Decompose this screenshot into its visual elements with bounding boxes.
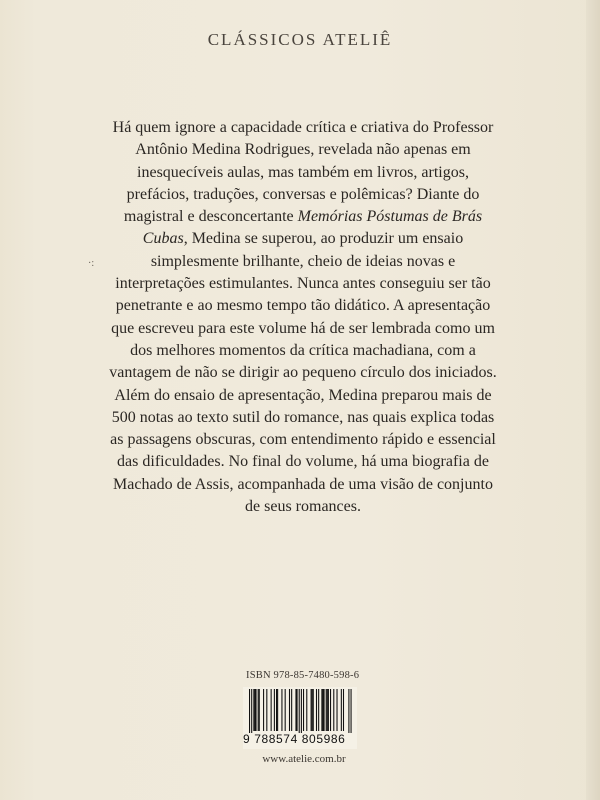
blurb-line: as passagens obscuras, com entendimento rápido e essencial bbox=[110, 431, 496, 449]
blurb-line: Antônio Medina Rodrigues, revelada não apenas em bbox=[135, 141, 471, 159]
barcode-bar bbox=[291, 689, 292, 731]
isbn-label: ISBN 978-85-7480-598-6 bbox=[246, 670, 360, 681]
print-speck: ·: bbox=[88, 258, 95, 269]
barcode-bar bbox=[313, 689, 314, 731]
cover-edge-shadow bbox=[586, 0, 600, 800]
barcode-bar bbox=[326, 689, 327, 731]
blurb-text-run: magistral e desconcertante bbox=[123, 208, 294, 226]
barcode-bar bbox=[321, 689, 322, 731]
barcode-bar bbox=[276, 689, 277, 731]
barcode-bar bbox=[263, 689, 264, 731]
barcode-bars bbox=[243, 687, 357, 733]
book-title-italic: Memórias Póstumas de Brás bbox=[297, 208, 483, 226]
barcode-bar bbox=[254, 689, 255, 731]
barcode-bar bbox=[253, 689, 254, 731]
blurb-line: Além do ensaio de apresentação, Medina preparou mais de bbox=[114, 386, 492, 404]
barcode-bar bbox=[328, 689, 329, 731]
book-title-italic: Cubas bbox=[142, 230, 184, 248]
barcode-bar bbox=[295, 689, 296, 731]
barcode-bar bbox=[255, 689, 256, 731]
blurb-line: 500 notas ao texto sutil do romance, nas quais explica todas bbox=[111, 408, 495, 426]
barcode-bar bbox=[312, 689, 313, 731]
barcode-bar bbox=[259, 689, 260, 731]
barcode-bar bbox=[251, 689, 252, 733]
blurb-line: interpretações estimulantes. Nunca antes conseguiu ser tão bbox=[115, 275, 491, 293]
barcode-bar bbox=[343, 689, 344, 731]
barcode-bar bbox=[324, 689, 325, 731]
blurb-line: Machado de Assis, acompanhada de uma visão de conjunto bbox=[113, 475, 493, 493]
barcode-bar bbox=[303, 689, 304, 731]
barcode-bar bbox=[306, 689, 307, 731]
barcode-bar bbox=[271, 689, 272, 731]
blurb-line: vantagem de não se dirigir ao pequeno círculo dos iniciados. bbox=[109, 364, 497, 382]
blurb-line: que escreveu para este volume há de ser lembrada como um bbox=[111, 319, 495, 337]
barcode-bar bbox=[327, 689, 328, 731]
blurb-text bbox=[92, 117, 514, 518]
blurb-line bbox=[92, 228, 514, 250]
barcode-bar bbox=[258, 689, 259, 731]
blurb-line: simplesmente brilhante, cheio de ideias novas e bbox=[150, 252, 456, 270]
series-title: CLÁSSICOS ATELIÊ bbox=[207, 30, 393, 49]
barcode-bar bbox=[266, 689, 267, 731]
barcode-bar bbox=[249, 689, 250, 733]
blurb-line: de seus romances. bbox=[245, 498, 361, 516]
barcode-bar bbox=[297, 689, 298, 731]
blurb-line: inesquecíveis aulas, mas também em livros, artigos, bbox=[137, 163, 469, 181]
barcode-bar bbox=[299, 689, 300, 733]
barcode-bar bbox=[301, 689, 302, 733]
barcode-bar bbox=[285, 689, 286, 731]
barcode-bar bbox=[281, 689, 282, 731]
barcode-bar bbox=[336, 689, 337, 731]
blurb-line: Há quem ignore a capacidade crítica e criativa do Professor bbox=[112, 119, 494, 136]
barcode-bar bbox=[348, 689, 349, 733]
blurb-line bbox=[92, 206, 514, 228]
blurb-text-run: , Medina se superou, ao produzir um ensaio bbox=[183, 230, 464, 248]
barcode-bar bbox=[316, 689, 317, 731]
barcode-bar bbox=[311, 689, 312, 731]
blurb-line: dos melhores momentos da crítica machadiana, com a bbox=[130, 341, 476, 359]
barcode-bar bbox=[274, 689, 275, 731]
barcode-bar bbox=[318, 689, 319, 731]
barcode-bar bbox=[289, 689, 290, 731]
publisher-website: www.atelie.com.br bbox=[262, 753, 346, 765]
blurb-line: das dificuldades. No final do volume, há uma biografia de bbox=[117, 453, 489, 471]
barcode-bar bbox=[351, 689, 352, 733]
barcode-bar bbox=[330, 689, 331, 731]
barcode bbox=[243, 687, 357, 749]
barcode-digits: 9 788574 805986 bbox=[243, 732, 346, 746]
blurb-line: prefácios, traduções, conversas e polêmicas? Diante do bbox=[126, 185, 480, 203]
barcode-bar bbox=[277, 689, 278, 731]
barcode-bar bbox=[333, 689, 334, 731]
blurb-line: penetrante e ao mesmo tempo tão didático. A apresentação bbox=[115, 297, 491, 315]
barcode-bar bbox=[341, 689, 342, 731]
barcode-bar bbox=[322, 689, 323, 731]
